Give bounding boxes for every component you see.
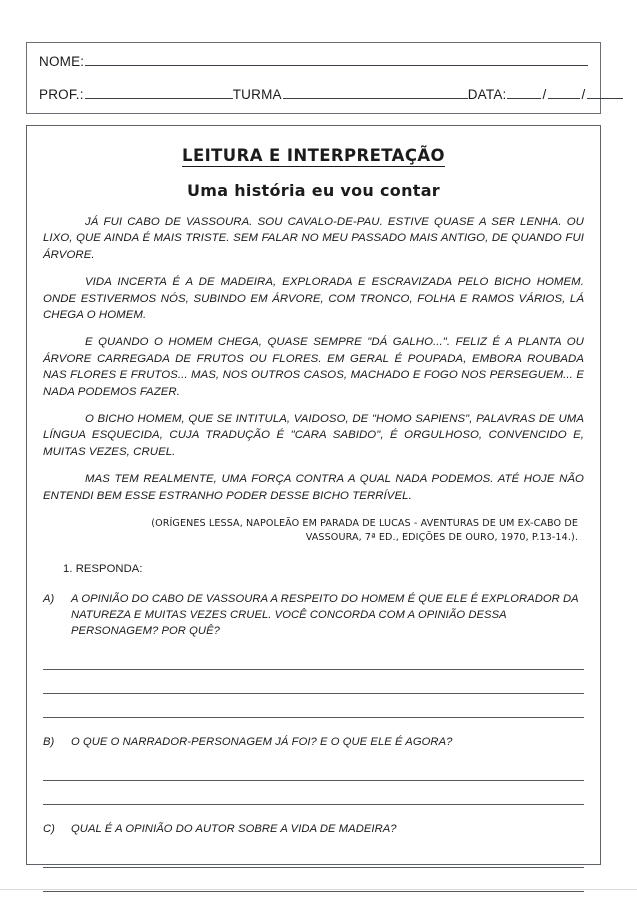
story-paragraph: MAS TEM REALMENTE, UMA FORÇA CONTRA A QUAL NADA PODEMOS. ATÉ HOJE NÃO ENTENDI BEM ESSE ESTRANHO PODER DESSE BICHO TERRÍVEL.: [43, 473, 584, 502]
question-a-letter: A): [43, 593, 55, 606]
question-b-answer-area: [43, 759, 584, 805]
story-paragraph: E QUANDO O HOMEM CHEGA, QUASE SEMPRE "DÁ GALHO...". FELIZ É A PLANTA OU ÁRVORE CARREGADA DE FRUTOS OU FLORES. EM GERAL É POUPADA, EMBORA ROUBADA NAS FLORES E FRUTOS... MAS, NOS OUTROS CASOS, MACHADO E FOGO NOS PERSEGUEM... E NADA PODEMOS FAZER.: [43, 336, 584, 398]
question-b-text: O QUE O NARRADOR-PERSONAGEM JÁ FOI? E O QUE ELE É AGORA?: [71, 736, 453, 749]
nome-label: NOME:: [39, 54, 85, 69]
page-title-text: LEITURA E INTERPRETAÇÃO: [182, 146, 445, 165]
turma-label: TURMA: [232, 87, 282, 102]
main-content-box: [26, 125, 601, 865]
page-title: [43, 146, 584, 165]
date-separator-1: /: [542, 87, 547, 102]
story-paragraph: VIDA INCERTA É A DE MADEIRA, EXPLORADA E ESCRAVIZADA PELO BICHO HOMEM. ONDE ESTIVERMOS NÓS, SUBINDO EM ÁRVORE, COM TRONCO, FOLHA E RAMOS VÁRIOS, LÁ CHEGA O HOMEM.: [43, 276, 584, 322]
story-paragraph: O BICHO HOMEM, QUE SE INTITULA, VAIDOSO, DE "HOMO SAPIENS", PALAVRAS DE UMA LÍNGUA ESQUECIDA, CUJA TRADUÇÃO É "CARA SABIDO", É ORGULHOSO, CONVENCIDO E, MUITAS VEZES, CRUEL.: [43, 413, 584, 458]
data-label: DATA:: [467, 87, 507, 102]
question-c-text: QUAL É A OPINIÃO DO AUTOR SOBRE A VIDA DE MADEIRA?: [71, 823, 397, 836]
answer-line[interactable]: [43, 670, 584, 694]
question-c-answer-area: [43, 846, 584, 892]
answer-line[interactable]: [43, 846, 584, 868]
answer-line[interactable]: [43, 781, 584, 805]
question-c-letter: C): [43, 823, 55, 836]
nome-field-row: [39, 54, 588, 69]
story-subtitle: Uma história eu vou contar: [186, 181, 440, 200]
data-day-input-line[interactable]: [507, 88, 541, 99]
date-separator-2: /: [581, 87, 586, 102]
prof-turma-data-field-row: [39, 87, 588, 102]
turma-input-line[interactable]: [283, 88, 468, 99]
answer-line[interactable]: [43, 759, 584, 781]
question-a: [43, 591, 584, 639]
data-year-input-line[interactable]: [587, 88, 623, 99]
prof-label: PROF.:: [39, 87, 84, 102]
page-bottom-edge: [0, 889, 637, 890]
question-a-text: A OPINIÃO DO CABO DE VASSOURA A RESPEITO DO HOMEM É QUE ELE É EXPLORADOR DA NATUREZA E MUITAS VEZES CRUEL. VOCÊ CONCORDA COM A OPINIÃO DESSA PERSONAGEM? POR QUÊ?: [71, 593, 579, 638]
question-c: [43, 821, 584, 837]
data-month-input-line[interactable]: [548, 88, 580, 99]
prof-input-line[interactable]: [85, 88, 233, 99]
question-b: [43, 734, 584, 750]
question-b-letter: B): [43, 736, 55, 749]
student-identification-box: [26, 42, 601, 114]
answer-line[interactable]: [43, 648, 584, 670]
story-body: [43, 214, 584, 504]
exercise-instruction: 1. RESPONDA:: [63, 563, 143, 576]
source-citation: (ORÍGENES LESSA, NAPOLEÃO EM PARADA DE LUCAS - AVENTURAS DE UM EX-CABO DE VASSOURA, 7ª ED., EDIÇÕES DE OURO, 1970, P.13-14.).: [151, 518, 578, 544]
story-paragraph: JÁ FUI CABO DE VASSOURA. SOU CAVALO-DE-PAU. ESTIVE QUASE A SER LENHA. OU LIXO, QUE AINDA É MAIS TRISTE. SEM FALAR NO MEU PASSADO MAIS ANTIGO, DE QUANDO FUI ÁRVORE.: [43, 216, 584, 261]
question-a-answer-area: [43, 648, 584, 718]
answer-line[interactable]: [43, 694, 584, 718]
nome-input-line[interactable]: [85, 55, 588, 66]
